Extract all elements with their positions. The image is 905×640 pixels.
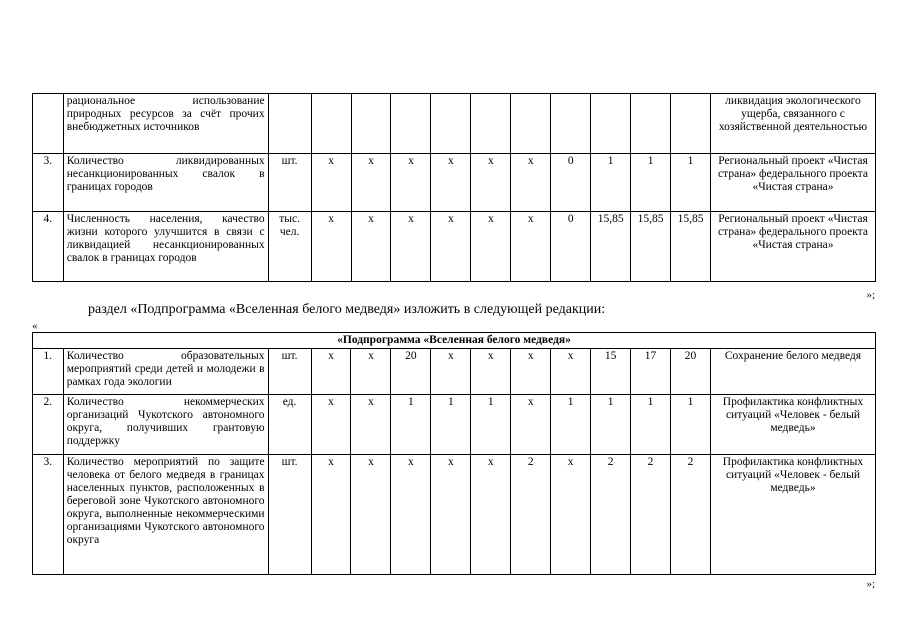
value-cell xyxy=(671,94,711,154)
indicator-name: Количество ликвидированных несанкционированных свалок в границах городов xyxy=(63,154,268,212)
value-cell: х xyxy=(351,349,391,395)
value-cell: 1 xyxy=(631,395,671,455)
opening-quote: « xyxy=(32,320,38,332)
table-row xyxy=(33,94,876,154)
closing-quote: »; xyxy=(866,289,875,301)
subprogram-table xyxy=(32,332,876,575)
unit-cell: шт. xyxy=(268,154,311,212)
value-cell xyxy=(631,94,671,154)
unit-cell xyxy=(268,94,311,154)
indicators-table-top xyxy=(32,93,876,282)
value-cell: 1 xyxy=(591,395,631,455)
value-cell xyxy=(511,94,551,154)
note-cell: Региональный проект «Чистая страна» федерального проекта «Чистая страна» xyxy=(710,154,875,212)
value-cell: х xyxy=(351,154,391,212)
value-cell: х xyxy=(431,455,471,575)
value-cell: х xyxy=(471,212,511,282)
note-cell: ликвидация экологического ущерба, связанного с хозяйственной деятельностью xyxy=(710,94,875,154)
value-cell: х xyxy=(351,455,391,575)
value-cell: 2 xyxy=(670,455,710,575)
value-cell xyxy=(431,94,471,154)
indicator-name: рациональное использование природных ресурсов за счёт прочих внебюджетных источников xyxy=(63,94,268,154)
value-cell: х xyxy=(471,455,511,575)
note-cell: Сохранение белого медведя xyxy=(710,349,875,395)
value-cell: х xyxy=(511,349,551,395)
value-cell xyxy=(471,94,511,154)
note-cell: Региональный проект «Чистая страна» федерального проекта «Чистая страна» xyxy=(710,212,875,282)
value-cell xyxy=(311,94,351,154)
value-cell: х xyxy=(551,455,591,575)
indicator-name: Численность населения, качество жизни которого улучшится в связи с ликвидацией несанкционированных свалок в границах городов xyxy=(63,212,268,282)
value-cell: х xyxy=(391,154,431,212)
indicator-name: Количество мероприятий по защите человека от белого медведя в границах населенных пунктов, расположенных в береговой зоне Чукотского автономного округа, выполненные некоммерческими организациями Чукотского автономного округа xyxy=(63,455,268,575)
value-cell xyxy=(391,94,431,154)
unit-cell: тыс. чел. xyxy=(268,212,311,282)
row-number: 2. xyxy=(33,395,64,455)
subprogram-title: «Подпрограмма «Вселенная белого медведя» xyxy=(33,333,876,349)
value-cell: 1 xyxy=(391,395,431,455)
note-cell: Профилактика конфликтных ситуаций «Человек - белый медведь» xyxy=(710,455,875,575)
instruction-text: раздел «Подпрограмма «Вселенная белого медведя» изложить в следующей редакции: xyxy=(88,302,606,317)
value-cell: х xyxy=(551,349,591,395)
value-cell: х xyxy=(511,212,551,282)
value-cell: 15,85 xyxy=(591,212,631,282)
value-cell: 0 xyxy=(551,154,591,212)
value-cell: х xyxy=(311,154,351,212)
note-cell: Профилактика конфликтных ситуаций «Человек - белый медведь» xyxy=(710,395,875,455)
value-cell: х xyxy=(311,395,351,455)
value-cell: 15 xyxy=(591,349,631,395)
value-cell: 2 xyxy=(591,455,631,575)
value-cell: х xyxy=(511,154,551,212)
value-cell: 20 xyxy=(391,349,431,395)
value-cell: 15,85 xyxy=(671,212,711,282)
value-cell xyxy=(551,94,591,154)
value-cell: 17 xyxy=(631,349,671,395)
table-row xyxy=(33,455,876,575)
value-cell: 15,85 xyxy=(631,212,671,282)
value-cell: 0 xyxy=(551,212,591,282)
value-cell: х xyxy=(391,212,431,282)
value-cell: х xyxy=(431,212,471,282)
table-row xyxy=(33,395,876,455)
value-cell: 1 xyxy=(671,154,711,212)
value-cell: 1 xyxy=(591,154,631,212)
closing-quote-end: »; xyxy=(866,578,875,590)
value-cell: 1 xyxy=(631,154,671,212)
table-row xyxy=(33,154,876,212)
value-cell: х xyxy=(351,395,391,455)
table-row xyxy=(33,212,876,282)
value-cell: х xyxy=(311,212,351,282)
value-cell xyxy=(351,94,391,154)
indicator-name: Количество образовательных мероприятий среди детей и молодежи в рамках года экологии xyxy=(63,349,268,395)
value-cell: 2 xyxy=(511,455,551,575)
row-number xyxy=(33,94,64,154)
value-cell: х xyxy=(431,154,471,212)
value-cell: 1 xyxy=(551,395,591,455)
value-cell: 1 xyxy=(471,395,511,455)
value-cell: х xyxy=(431,349,471,395)
value-cell: х xyxy=(311,349,351,395)
value-cell: х xyxy=(311,455,351,575)
row-number: 4. xyxy=(33,212,64,282)
value-cell: 20 xyxy=(670,349,710,395)
value-cell: х xyxy=(511,395,551,455)
value-cell: х xyxy=(391,455,431,575)
row-number: 3. xyxy=(33,455,64,575)
row-number: 1. xyxy=(33,349,64,395)
value-cell: х xyxy=(471,349,511,395)
unit-cell: ед. xyxy=(268,395,311,455)
value-cell xyxy=(591,94,631,154)
value-cell: х xyxy=(471,154,511,212)
unit-cell: шт. xyxy=(268,349,311,395)
value-cell: 2 xyxy=(631,455,671,575)
value-cell: х xyxy=(351,212,391,282)
row-number: 3. xyxy=(33,154,64,212)
unit-cell: шт. xyxy=(268,455,311,575)
indicator-name: Количество некоммерческих организаций Чукотского автономного округа, получивших грантовую поддержку xyxy=(63,395,268,455)
value-cell: 1 xyxy=(670,395,710,455)
table-row xyxy=(33,349,876,395)
value-cell: 1 xyxy=(431,395,471,455)
subprogram-title-row xyxy=(33,333,876,349)
